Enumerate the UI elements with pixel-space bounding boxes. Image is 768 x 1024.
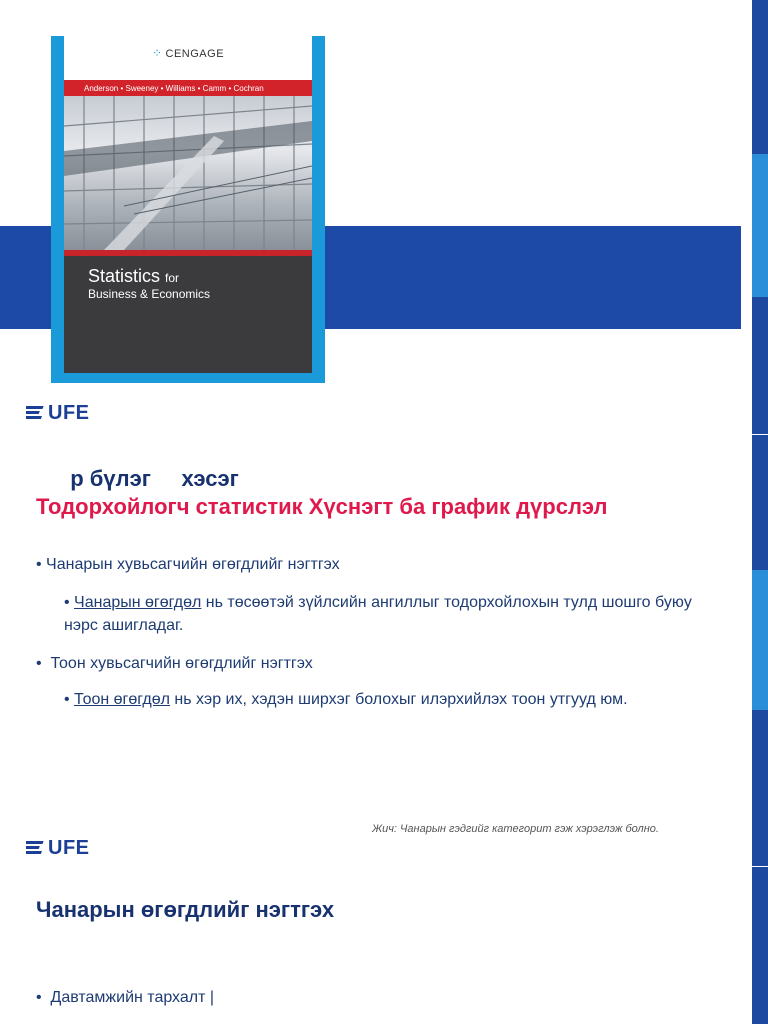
ufe-logo-icon — [26, 840, 46, 856]
list-item: • Тоон хувьсагчийн өгөгдлийг нэгтгэх — [36, 655, 313, 672]
list-item: • Давтамжийн тархалт | — [36, 989, 215, 1006]
cengage-icon: ⁘ — [151, 46, 163, 60]
ufe-logo: UFE — [26, 402, 90, 425]
cover-authors: Anderson • Sweeney • Williams • Camm • Cochran — [84, 84, 264, 93]
term-link: Чанарын өгөгдөл — [74, 594, 202, 611]
book-cover — [51, 36, 325, 383]
right-edge-stripe — [752, 0, 768, 1024]
cover-title: Statistics for Business & Economics — [88, 266, 211, 301]
footnote: Жич: Чанарын гэдгийг категорит гэж хэрэглэж болно. — [372, 823, 659, 835]
list-item: • Тоон өгөгдөл нь хэр их, хэдэн ширхэг болохыг илэрхийлэх тоон утгууд юм. — [64, 691, 628, 708]
slide-title: Чанарын өгөгдлийг нэгтгэх — [36, 897, 335, 922]
slide-title: Тодорхойлогч статистик Хүснэгт ба график дүрслэл — [36, 494, 608, 519]
list-item: • Чанарын хувьсагчийн өгөгдлийг нэгтгэх — [36, 556, 340, 573]
cover-photo — [64, 96, 312, 250]
chapter-label: р бүлэг хэсэг — [58, 466, 239, 491]
list-item: • Чанарын өгөгдөл нь төсөөтэй зүйлсийн ангиллыг тодорхойлохын тулд шошго буюу нэрс ашигладаг. — [64, 594, 692, 634]
term-link: Тоон өгөгдөл — [74, 691, 170, 708]
publisher-logo: ⁘ CENGAGE — [151, 46, 225, 60]
ufe-logo: UFE — [26, 837, 90, 860]
ufe-logo-icon — [26, 405, 46, 421]
